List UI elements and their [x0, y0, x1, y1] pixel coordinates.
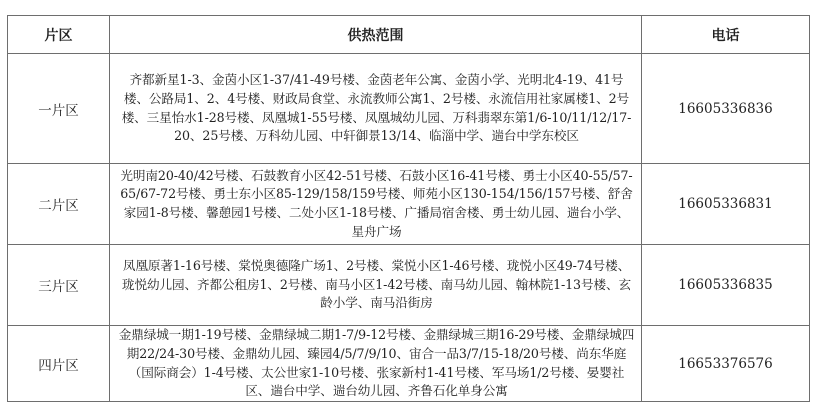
header-scope: 供热范围 [110, 16, 642, 54]
header-area: 片区 [8, 16, 110, 54]
area-cell: 三片区 [8, 245, 110, 326]
table-row [8, 245, 810, 326]
scope-cell: 光明南20-40/42号楼、石鼓教育小区42-51号楼、石鼓小区16-41号楼、勇士小区40-55/57-65/67-72号楼、勇士东小区85-129/158/159号楼、师苑小区130-154/156/157号楼、舒舍家园1-8号楼、馨憩园1号楼、二处小区1-18号楼、广播局宿舍楼、勇士幼儿园、遄台小学、星舟广场 [110, 164, 642, 245]
table-row [8, 54, 810, 164]
heating-table-container [7, 15, 810, 402]
scope-cell: 凤凰原著1-16号楼、棠悦奥德隆广场1、2号楼、棠悦小区1-46号楼、珑悦小区49-74号楼、珑悦幼儿园、齐都公租房1、2号楼、南马小区1-42号楼、南马幼儿园、翰林院1-13号楼、玄龄小学、南马沿街房 [110, 245, 642, 326]
phone-cell: 16605336831 [642, 164, 810, 245]
area-cell: 四片区 [8, 326, 110, 402]
phone-cell: 16653376576 [642, 326, 810, 402]
header-phone: 电话 [642, 16, 810, 54]
table-header [8, 16, 810, 54]
scope-cell: 金鼎绿城一期1-19号楼、金鼎绿城二期1-7/9-12号楼、金鼎绿城三期16-29号楼、金鼎绿城四期22/24-30号楼、金鼎幼儿园、臻园4/5/7/9/10、宙合一品3/7/15-18/20号楼、尚东华庭（国际商会）1-4号楼、太公世家1-10号楼、张家新村1-41号楼、军马场1/2号楼、晏婴社区、遄台中学、遄台幼儿园、齐鲁石化单身公寓 [110, 326, 642, 402]
phone-cell: 16605336835 [642, 245, 810, 326]
header-row [8, 16, 810, 54]
phone-cell: 16605336836 [642, 54, 810, 164]
table-row [8, 326, 810, 402]
area-cell: 二片区 [8, 164, 110, 245]
area-cell: 一片区 [8, 54, 110, 164]
heating-service-table [7, 15, 810, 402]
table-body [8, 54, 810, 402]
table-row [8, 164, 810, 245]
scope-cell: 齐都新星1-3、金茵小区1-37/41-49号楼、金茵老年公寓、金茵小学、光明北4-19、41号楼、公路局1、2、4号楼、财政局食堂、永流教师公寓1、2号楼、永流信用社家属楼1、2号楼、三星怡水1-28号楼、凤凰城1-55号楼、凤凰城幼儿园、万科翡翠东第1/6-10/11/12/17-20、25号楼、万科幼儿园、中轩御景13/14、临淄中学、遄台中学东校区 [110, 54, 642, 164]
